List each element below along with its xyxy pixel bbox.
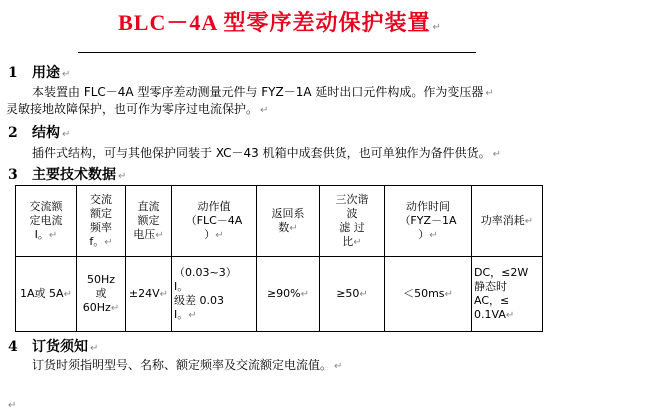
cell-text: ≥50 [336, 286, 360, 300]
header-text: ） [418, 227, 430, 241]
cell-text: 50Hz [86, 272, 116, 286]
header-text: 数 [278, 220, 290, 234]
header-text: 额定 [137, 213, 160, 227]
cell-text: I。 [174, 279, 189, 293]
paragraph-mark: ↵ [359, 288, 368, 300]
section-heading-text: 用途 [32, 65, 60, 81]
header-text: 返回系 [271, 206, 305, 220]
section-number: 1 [8, 65, 18, 81]
header-text: 直流 [137, 199, 160, 213]
header-text: 频率 [90, 220, 112, 234]
header-rated-dc-voltage [126, 186, 172, 257]
paragraph-mark: ↵ [260, 105, 269, 116]
section-order-heading [8, 336, 98, 356]
cell-text: 60Hz [82, 300, 111, 314]
cell-text: 0.1VA [474, 307, 506, 321]
header-text: （FLC－4A [185, 213, 243, 227]
cell-text: 静态时 [474, 279, 507, 293]
document-title [0, 6, 560, 37]
table-header-row [16, 186, 543, 257]
value-operate-value [172, 257, 257, 332]
structure-text: 插件式结构，可与其他保护同装于 XC－43 机箱中成套供货，也可单独作为备件供货。 [32, 146, 491, 160]
value-third-harmonic-ratio [320, 257, 385, 332]
usage-text-2: 灵敏接地故障保护，也可作为零序过电流保护。 [6, 102, 259, 116]
table-row [16, 257, 543, 332]
paragraph-mark: ↵ [8, 400, 17, 411]
header-reset-ratio [257, 186, 320, 257]
structure-line-1 [32, 145, 501, 163]
paragraph-mark: ↵ [118, 171, 127, 182]
header-text: 三次谐 [335, 192, 369, 206]
header-text: 波 [346, 206, 358, 220]
header-text: 额定 [90, 206, 112, 220]
section-heading-text: 结构 [32, 125, 60, 141]
section-specs-heading [8, 164, 126, 184]
value-rated-dc-voltage [126, 257, 172, 332]
order-text: 订货时须指明型号、名称、额定频率及交流额定电流值。 [32, 358, 333, 372]
usage-line-1 [32, 84, 494, 102]
cell-text: ±24V [128, 286, 160, 300]
paragraph-mark: ↵ [48, 229, 58, 241]
value-rated-frequency [77, 257, 126, 332]
paragraph-mark: ↵ [353, 236, 362, 248]
paragraph-mark: ↵ [63, 288, 72, 300]
paragraph-mark: ↵ [110, 302, 120, 314]
header-rated-ac-current [16, 186, 77, 257]
usage-text-1: 本装置由 FLC－4A 型零序差动测量元件与 FYZ－1A 延时出口元件构成。作为变压器 [32, 85, 484, 99]
section-number: 3 [8, 167, 18, 183]
header-text: 定电流 [29, 213, 63, 227]
cell-text: I。 [174, 307, 189, 321]
header-rated-frequency [77, 186, 126, 257]
header-text: 交流 [90, 192, 112, 206]
paragraph-mark: ↵ [505, 309, 515, 321]
order-line-1 [32, 357, 342, 375]
cell-text: ≥90% [266, 286, 301, 300]
section-structure-heading [8, 122, 70, 142]
header-text: 动作时间 [406, 199, 450, 213]
title-text: BLC－4A 型零序差动保护装置 [118, 10, 431, 35]
paragraph-mark: ↵ [492, 149, 502, 160]
header-text: I。 [34, 227, 49, 241]
cell-text: （0.03~3） [174, 265, 237, 279]
section-usage-heading [8, 62, 70, 82]
paragraph-mark: ↵ [485, 88, 494, 99]
value-operate-time [385, 257, 472, 332]
section-heading-text: 主要技术数据 [32, 167, 116, 183]
section-number: 4 [8, 339, 18, 355]
header-operate-value [172, 186, 257, 257]
header-text: 交流额 [29, 199, 63, 213]
paragraph-mark: ↵ [104, 236, 113, 248]
header-operate-time [385, 186, 472, 257]
paragraph-mark: ↵ [432, 22, 442, 33]
section-number: 2 [8, 125, 18, 141]
cell-text: 1A或 5A [20, 286, 64, 300]
section-heading-text: 订货须知 [32, 339, 88, 355]
header-text: f。 [89, 234, 105, 248]
header-third-harmonic-ratio [320, 186, 385, 257]
header-power-consumption [472, 186, 543, 257]
header-text: 功率消耗 [480, 213, 525, 227]
value-power-consumption [472, 257, 543, 332]
specs-table [15, 185, 543, 332]
header-text: 滤 过 [339, 220, 365, 234]
cell-text: 或 [95, 286, 107, 300]
cell-text: ＜50ms [403, 286, 445, 300]
paragraph-mark: ↵ [289, 222, 298, 234]
usage-line-2 [6, 101, 268, 119]
header-text: 动作值 [197, 199, 231, 213]
paragraph-mark: ↵ [300, 288, 310, 300]
paragraph-mark: ↵ [159, 288, 169, 300]
value-reset-ratio [257, 257, 320, 332]
header-text: ） [204, 227, 216, 241]
header-text: （FYZ－1A [399, 213, 457, 227]
paragraph-mark: ↵ [62, 129, 71, 140]
title-rule [78, 52, 476, 53]
cell-text: DC，≤2W [474, 265, 529, 279]
value-rated-ac-current [16, 257, 77, 332]
paragraph-mark: ↵ [90, 343, 99, 354]
paragraph-mark: ↵ [155, 229, 164, 241]
empty-paragraph [6, 396, 16, 414]
cell-text: AC，≤ [474, 293, 510, 307]
header-text: 电压 [133, 227, 156, 241]
paragraph-mark: ↵ [524, 215, 534, 227]
cell-text: 级差 0.03 [174, 293, 224, 307]
paragraph-mark: ↵ [188, 309, 197, 321]
paragraph-mark: ↵ [444, 288, 453, 300]
paragraph-mark: ↵ [334, 361, 343, 372]
paragraph-mark: ↵ [62, 69, 71, 80]
header-text: 比 [342, 234, 354, 248]
paragraph-mark: ↵ [215, 229, 224, 241]
paragraph-mark: ↵ [429, 229, 438, 241]
